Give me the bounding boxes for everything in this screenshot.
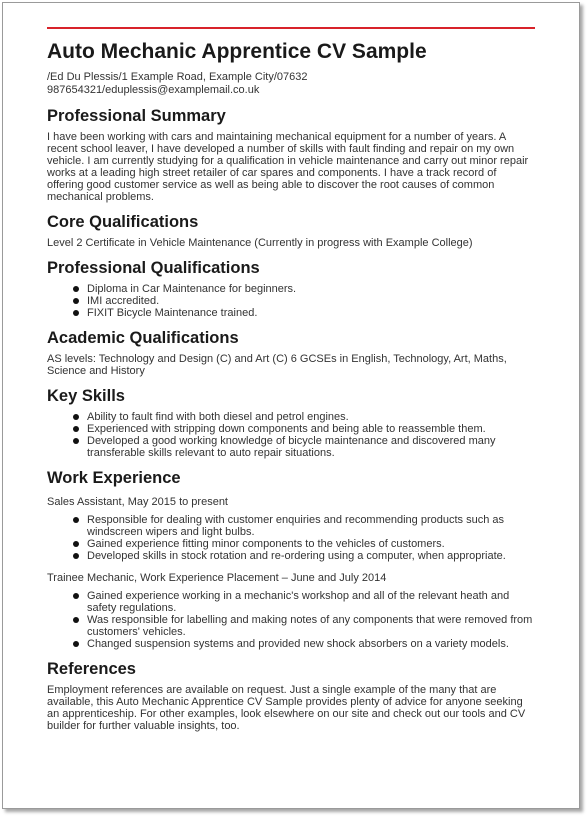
- summary-heading: Professional Summary: [47, 107, 226, 125]
- bullet-icon: [73, 310, 79, 316]
- cv-page: [2, 2, 580, 809]
- list-item: Ability to fault find with both diesel and petrol engines.: [87, 411, 535, 423]
- contact-phone-email: 987654321/eduplessis@examplemail.co.uk: [47, 84, 260, 96]
- list-item: IMI accredited.: [87, 295, 535, 307]
- bullet-icon: [73, 641, 79, 647]
- summary-text: I have been working with cars and maintaining mechanical equipment for a number of years. A recent school leaver, I have developed a number of skills with fault finding and repair on my own vehicle. I am currently studying for a qualification in vehicle maintenance and carry out minor repair works at a leading high street retailer of car spares and components. I have a track record of offering good customer service as well as being able to discover the root causes of common mechanical problems.: [47, 131, 529, 203]
- bullet-icon: [73, 426, 79, 432]
- job-title: Trainee Mechanic, Work Experience Placement – June and July 2014: [47, 572, 387, 584]
- professional-list: [47, 283, 535, 319]
- cv-content: [47, 39, 535, 732]
- skills-heading: Key Skills: [47, 387, 125, 405]
- bullet-icon: [73, 541, 79, 547]
- bullet-icon: [73, 438, 79, 444]
- bullet-icon: [73, 517, 79, 523]
- core-heading: Core Qualifications: [47, 213, 199, 231]
- accent-rule: [47, 27, 535, 29]
- list-item: Was responsible for labelling and making notes of any components that were removed from customers' vehicles.: [87, 614, 535, 638]
- bullet-icon: [73, 617, 79, 623]
- list-item: Responsible for dealing with customer enquiries and recommending products such as windscreen wipers and light bulbs.: [87, 514, 535, 538]
- list-item: Gained experience fitting minor components to the vehicles of customers.: [87, 538, 535, 550]
- academic-text: AS levels: Technology and Design (C) and Art (C) 6 GCSEs in English, Technology, Art, Maths, Science and History: [47, 353, 507, 377]
- list-item: FIXIT Bicycle Maintenance trained.: [87, 307, 535, 319]
- list-item: Developed skills in stock rotation and re-ordering using a computer, when appropriate.: [87, 550, 535, 562]
- core-text: Level 2 Certificate in Vehicle Maintenance (Currently in progress with Example College): [47, 237, 473, 249]
- list-item: Experienced with stripping down components and being able to reassemble them.: [87, 423, 535, 435]
- work-heading: Work Experience: [47, 469, 181, 487]
- academic-heading: Academic Qualifications: [47, 329, 239, 347]
- job-title: Sales Assistant, May 2015 to present: [47, 496, 228, 508]
- contact-details: [47, 71, 535, 97]
- professional-heading: Professional Qualifications: [47, 259, 260, 277]
- references-text: Employment references are available on request. Just a single example of the many that are available, this Auto Mechanic Apprentice CV Sample provides plenty of advice for anyone seeking an apprenticeship. For other examples, look elsewhere on our site and check out our tools and CV builder for further valuable insights, too.: [47, 684, 526, 732]
- list-item: Gained experience working in a mechanic's workshop and all of the relevant heath and safety regulations.: [87, 590, 535, 614]
- skills-list: [47, 411, 535, 459]
- list-item: Changed suspension systems and provided new shock absorbers on a variety models.: [87, 638, 535, 650]
- bullet-icon: [73, 414, 79, 420]
- list-item: Diploma in Car Maintenance for beginners.: [87, 283, 535, 295]
- bullet-icon: [73, 593, 79, 599]
- job-duties-list: [47, 590, 535, 650]
- bullet-icon: [73, 298, 79, 304]
- bullet-icon: [73, 553, 79, 559]
- references-heading: References: [47, 660, 136, 678]
- contact-address: /Ed Du Plessis/1 Example Road, Example City/07632: [47, 71, 308, 83]
- job-duties-list: [47, 514, 535, 562]
- list-item: Developed a good working knowledge of bicycle maintenance and discovered many transferable skills relevant to auto repair situations.: [87, 435, 535, 459]
- cv-title: Auto Mechanic Apprentice CV Sample: [47, 40, 427, 63]
- bullet-icon: [73, 286, 79, 292]
